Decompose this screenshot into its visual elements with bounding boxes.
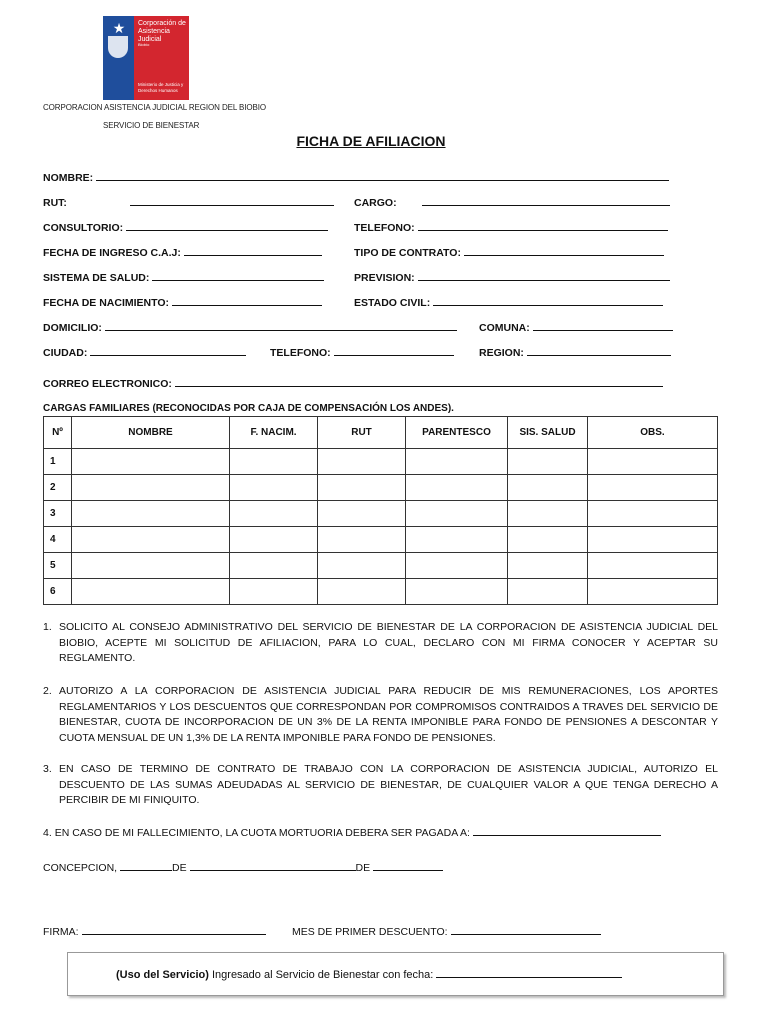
consultorio-label: CONSULTORIO: (43, 222, 124, 234)
table-row (44, 579, 718, 605)
telefono-label: TELEFONO: (354, 222, 415, 234)
table-cell[interactable] (588, 579, 718, 605)
table-cell[interactable] (406, 579, 508, 605)
ciudad-input-line[interactable] (90, 345, 246, 356)
clause-4[interactable] (43, 825, 661, 839)
logo-region: Biobío (138, 42, 150, 47)
firma-field[interactable] (43, 924, 266, 938)
consultorio-input-line[interactable] (126, 220, 328, 231)
fecha-ingreso-servicio-line[interactable] (436, 967, 622, 978)
telefono2-field[interactable] (270, 345, 454, 359)
prevision-input-line[interactable] (418, 270, 670, 281)
table-cell[interactable] (230, 501, 318, 527)
clause-text: EN CASO DE TERMINO DE CONTRATO DE TRABAJO CON LA CORPORACION DE ASISTENCIA JUDICIAL, AUTORIZO EL DESCUENTO DE LAS SUMAS ADEUDADAS AL SERVICIO DE BIENESTAR, DE CUALQUIER VALOR A QUE TENGA DERECHO A PERCIBIR DE MI FINIQUITO. (59, 763, 718, 806)
table-cell[interactable] (406, 449, 508, 475)
table-cell[interactable] (72, 527, 230, 553)
row-number: 2 (44, 475, 72, 501)
column-header: NOMBRE (72, 417, 230, 449)
star-icon: ★ (112, 20, 126, 36)
ciudad-field[interactable] (43, 345, 246, 359)
mes-descuento-label: MES DE PRIMER DESCUENTO: (292, 926, 448, 938)
table-cell[interactable] (406, 475, 508, 501)
concepcion-label: CONCEPCION, (43, 862, 118, 874)
table-cell[interactable] (318, 501, 406, 527)
ciudad-label: CIUDAD: (43, 347, 88, 359)
date-line[interactable] (43, 860, 443, 874)
firma-input-line[interactable] (82, 924, 266, 935)
table-cell[interactable] (318, 527, 406, 553)
table-cell[interactable] (406, 553, 508, 579)
prevision-field[interactable] (354, 270, 670, 284)
table-cell[interactable] (230, 527, 318, 553)
de-label: DE (172, 862, 187, 874)
correo-input-line[interactable] (175, 376, 663, 387)
table-row (44, 553, 718, 579)
clause-2 (43, 684, 718, 746)
table-row (44, 501, 718, 527)
table-row (44, 475, 718, 501)
organization-name: CORPORACION ASISTENCIA JUDICIAL REGION DEL BIOBIO (43, 103, 266, 112)
region-input-line[interactable] (527, 345, 671, 356)
table-cell[interactable] (508, 501, 588, 527)
correo-label: CORREO ELECTRONICO: (43, 378, 172, 390)
table-cell[interactable] (318, 553, 406, 579)
table-cell[interactable] (72, 475, 230, 501)
table-cell[interactable] (72, 501, 230, 527)
rut-input-line[interactable] (130, 195, 334, 206)
table-header-row (44, 417, 718, 449)
cargo-input-line[interactable] (422, 195, 670, 206)
fecha-nacimiento-field[interactable] (43, 295, 322, 309)
uso-servicio-label: (Uso del Servicio) (116, 969, 209, 981)
domicilio-field[interactable] (43, 320, 457, 334)
table-cell[interactable] (588, 449, 718, 475)
telefono-input-line[interactable] (418, 220, 668, 231)
row-number: 4 (44, 527, 72, 553)
table-cell[interactable] (230, 449, 318, 475)
fecha-ingreso-input-line[interactable] (184, 245, 322, 256)
table-cell[interactable] (508, 579, 588, 605)
cargas-table (43, 416, 718, 605)
nombre-input-line[interactable] (96, 170, 669, 181)
clause-3 (43, 762, 718, 809)
row-number: 1 (44, 449, 72, 475)
comuna-label: COMUNA: (479, 322, 530, 334)
table-row (44, 449, 718, 475)
uso-servicio-text: Ingresado al Servicio de Bienestar con fecha: (211, 969, 434, 981)
domicilio-label: DOMICILIO: (43, 322, 102, 334)
table-cell[interactable] (72, 553, 230, 579)
row-number: 3 (44, 501, 72, 527)
tipo-contrato-field[interactable] (354, 245, 664, 259)
table-cell[interactable] (230, 553, 318, 579)
beneficiario-input-line[interactable] (473, 825, 661, 836)
table-cell[interactable] (230, 579, 318, 605)
day-input-line[interactable] (120, 860, 172, 871)
mes-descuento-input-line[interactable] (451, 924, 601, 935)
fecha-ingreso-label: FECHA DE INGRESO C.A.J: (43, 247, 181, 259)
table-row (44, 527, 718, 553)
cargas-heading: CARGAS FAMILIARES (RECONOCIDAS POR CAJA DE COMPENSACIÓN LOS ANDES). (43, 403, 454, 414)
table-cell[interactable] (508, 553, 588, 579)
clause-number: 2. (43, 685, 52, 697)
table-cell[interactable] (588, 527, 718, 553)
clause-number: 1. (43, 621, 52, 633)
table-cell[interactable] (508, 475, 588, 501)
clause-number: 3. (43, 763, 52, 775)
telefono2-input-line[interactable] (334, 345, 454, 356)
table-cell[interactable] (588, 553, 718, 579)
clause-text: EN CASO DE MI FALLECIMIENTO, LA CUOTA MORTUORIA DEBERA SER PAGADA A: (54, 827, 470, 839)
table-cell[interactable] (318, 475, 406, 501)
clause-text: SOLICITO AL CONSEJO ADMINISTRATIVO DEL SERVICIO DE BIENESTAR DE LA CORPORACION DE ASISTENCIA JUDICIAL DEL BIOBIO, ACEPTE MI SOLICITUD DE AFILIACION, PARA LO CUAL, DECLARO CON MI FIRMA CONOCER Y ACEPTAR SU REGLAMENTO. (59, 621, 718, 664)
tipo-contrato-input-line[interactable] (464, 245, 664, 256)
table-cell[interactable] (72, 579, 230, 605)
de-label: DE (355, 862, 371, 874)
cargo-field[interactable] (354, 195, 670, 209)
row-number: 5 (44, 553, 72, 579)
firma-label: FIRMA: (43, 926, 79, 938)
column-header: SIS. SALUD (508, 417, 588, 449)
uso-servicio-box (67, 952, 724, 996)
table-cell[interactable] (588, 475, 718, 501)
table-cell[interactable] (406, 501, 508, 527)
table-cell[interactable] (508, 527, 588, 553)
prevision-label: PREVISION: (354, 272, 415, 284)
estado-civil-field[interactable] (354, 295, 663, 309)
clause-number: 4. (43, 827, 52, 839)
column-header: Nº (44, 417, 72, 449)
column-header: OBS. (588, 417, 718, 449)
column-header: RUT (318, 417, 406, 449)
form-title: FICHA DE AFILIACION (296, 133, 446, 149)
table-cell[interactable] (318, 449, 406, 475)
rut-field[interactable] (43, 195, 334, 209)
comuna-field[interactable] (479, 320, 673, 334)
telefono-field[interactable] (354, 220, 668, 234)
column-header: PARENTESCO (406, 417, 508, 449)
cargo-label: CARGO: (354, 197, 397, 209)
logo-name: Corporación de Asistencia Judicial (138, 20, 186, 43)
sistema-salud-field[interactable] (43, 270, 324, 284)
nombre-field[interactable] (43, 170, 669, 184)
clause-text: AUTORIZO A LA CORPORACION DE ASISTENCIA JUDICIAL PARA REDUCIR DE MIS REMUNERACIONES, LOS APORTES REGLAMENTARIOS Y LOS DESCUENTOS QUE CORRESPONDAN POR COMPROMISOS CONTRAIDOS A TRAVES DEL SERVICIO DE BIENESTAR, CUOTA DE INCORPORACION DE UN 3% DE LA RENTA IMPONIBLE PARA FONDO DE PENSIONES A DESCONTAR Y CUOTA MENSUAL DE UN 1,3% DE LA RENTA IMPONIBLE PARA FONDO DE PENSIONES. (59, 685, 718, 744)
table-cell[interactable] (406, 527, 508, 553)
table-cell[interactable] (508, 449, 588, 475)
telefono2-label: TELEFONO: (270, 347, 331, 359)
consultorio-field[interactable] (43, 220, 328, 234)
year-input-line[interactable] (373, 860, 443, 871)
logo-ministry: Ministerio de Justicia y Derechos Humanos (138, 82, 184, 93)
nombre-label: NOMBRE: (43, 172, 94, 184)
rut-label: RUT: (43, 197, 67, 209)
clause-1 (43, 620, 718, 667)
mes-descuento-field[interactable] (292, 924, 601, 938)
table-cell[interactable] (72, 449, 230, 475)
service-name: SERVICIO DE BIENESTAR (103, 121, 200, 130)
sistema-salud-label: SISTEMA DE SALUD: (43, 272, 150, 284)
table-cell[interactable] (318, 579, 406, 605)
table-cell[interactable] (230, 475, 318, 501)
comuna-input-line[interactable] (533, 320, 673, 331)
coat-of-arms-icon (108, 36, 128, 58)
region-field[interactable] (479, 345, 671, 359)
tipo-contrato-label: TIPO DE CONTRATO: (354, 247, 461, 259)
estado-civil-label: ESTADO CIVIL: (354, 297, 431, 309)
row-number: 6 (44, 579, 72, 605)
month-input-line[interactable] (190, 860, 356, 871)
table-cell[interactable] (588, 501, 718, 527)
estado-civil-input-line[interactable] (433, 295, 663, 306)
domicilio-input-line[interactable] (105, 320, 457, 331)
fecha-nacimiento-label: FECHA DE NACIMIENTO: (43, 297, 169, 309)
corporation-logo (103, 16, 189, 100)
fecha-nacimiento-input-line[interactable] (172, 295, 322, 306)
column-header: F. NACIM. (230, 417, 318, 449)
sistema-salud-input-line[interactable] (152, 270, 324, 281)
correo-field[interactable] (43, 376, 663, 390)
fecha-ingreso-field[interactable] (43, 245, 322, 259)
region-label: REGION: (479, 347, 524, 359)
